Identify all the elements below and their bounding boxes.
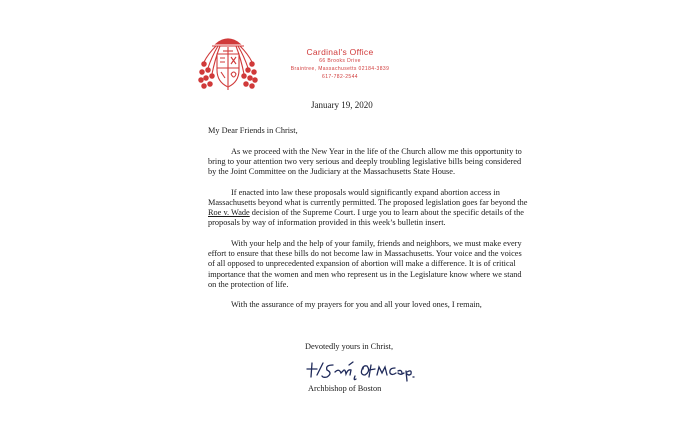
- handwritten-signature: [303, 357, 415, 383]
- letterhead: [0, 47, 680, 81]
- paragraph-1: As we proceed with the New Year in the life of the Church allow me this opportunity to bring to your attention two very serious and deeply troubling legislative bills being considered by the Joint Committee on the Judiciary at the Massachusetts State House.: [208, 146, 522, 177]
- paragraph-2-text-a: If enacted into law these proposals would significantly expand abortion access in Massachusetts beyond what is currently permitted. The proposed legislation goes far beyond the: [208, 187, 528, 207]
- paragraph-4: With the assurance of my prayers for you and all your loved ones, I remain,: [231, 300, 482, 310]
- roe-v-wade-underlined: Roe v. Wade: [208, 208, 250, 218]
- letterhead-office: Cardinal's Office: [306, 47, 374, 57]
- letterhead-phone: 617-782-2544: [322, 74, 358, 80]
- paragraph-3: With your help and the help of your family, friends and neighbors, we must make every effort to ensure that these bills do not become law in Massachusetts. Your voice and the voices of all opposed to unprecedented expansion of abortion will make a difference. It is of critical importance that the women and men who represent us in the Legislature know where we stand on the protection of life.: [208, 239, 522, 289]
- paragraph-2-text-b: decision of the Supreme Court. I urge you to learn about the specific details of the proposals by way of information provided in this week’s bulletin insert.: [208, 208, 524, 228]
- salutation: My Dear Friends in Christ,: [208, 126, 298, 135]
- paragraph-2: [208, 188, 530, 229]
- closing: Devotedly yours in Christ,: [305, 342, 394, 351]
- letterhead-address-line1: 66 Brooks Drive: [319, 58, 361, 64]
- letter-date: January 19, 2020: [311, 100, 373, 110]
- signer-title: Archbishop of Boston: [308, 384, 382, 393]
- letterhead-address-line2: Braintree, Massachusetts 02184-3839: [290, 66, 390, 72]
- letter-body: [208, 126, 530, 321]
